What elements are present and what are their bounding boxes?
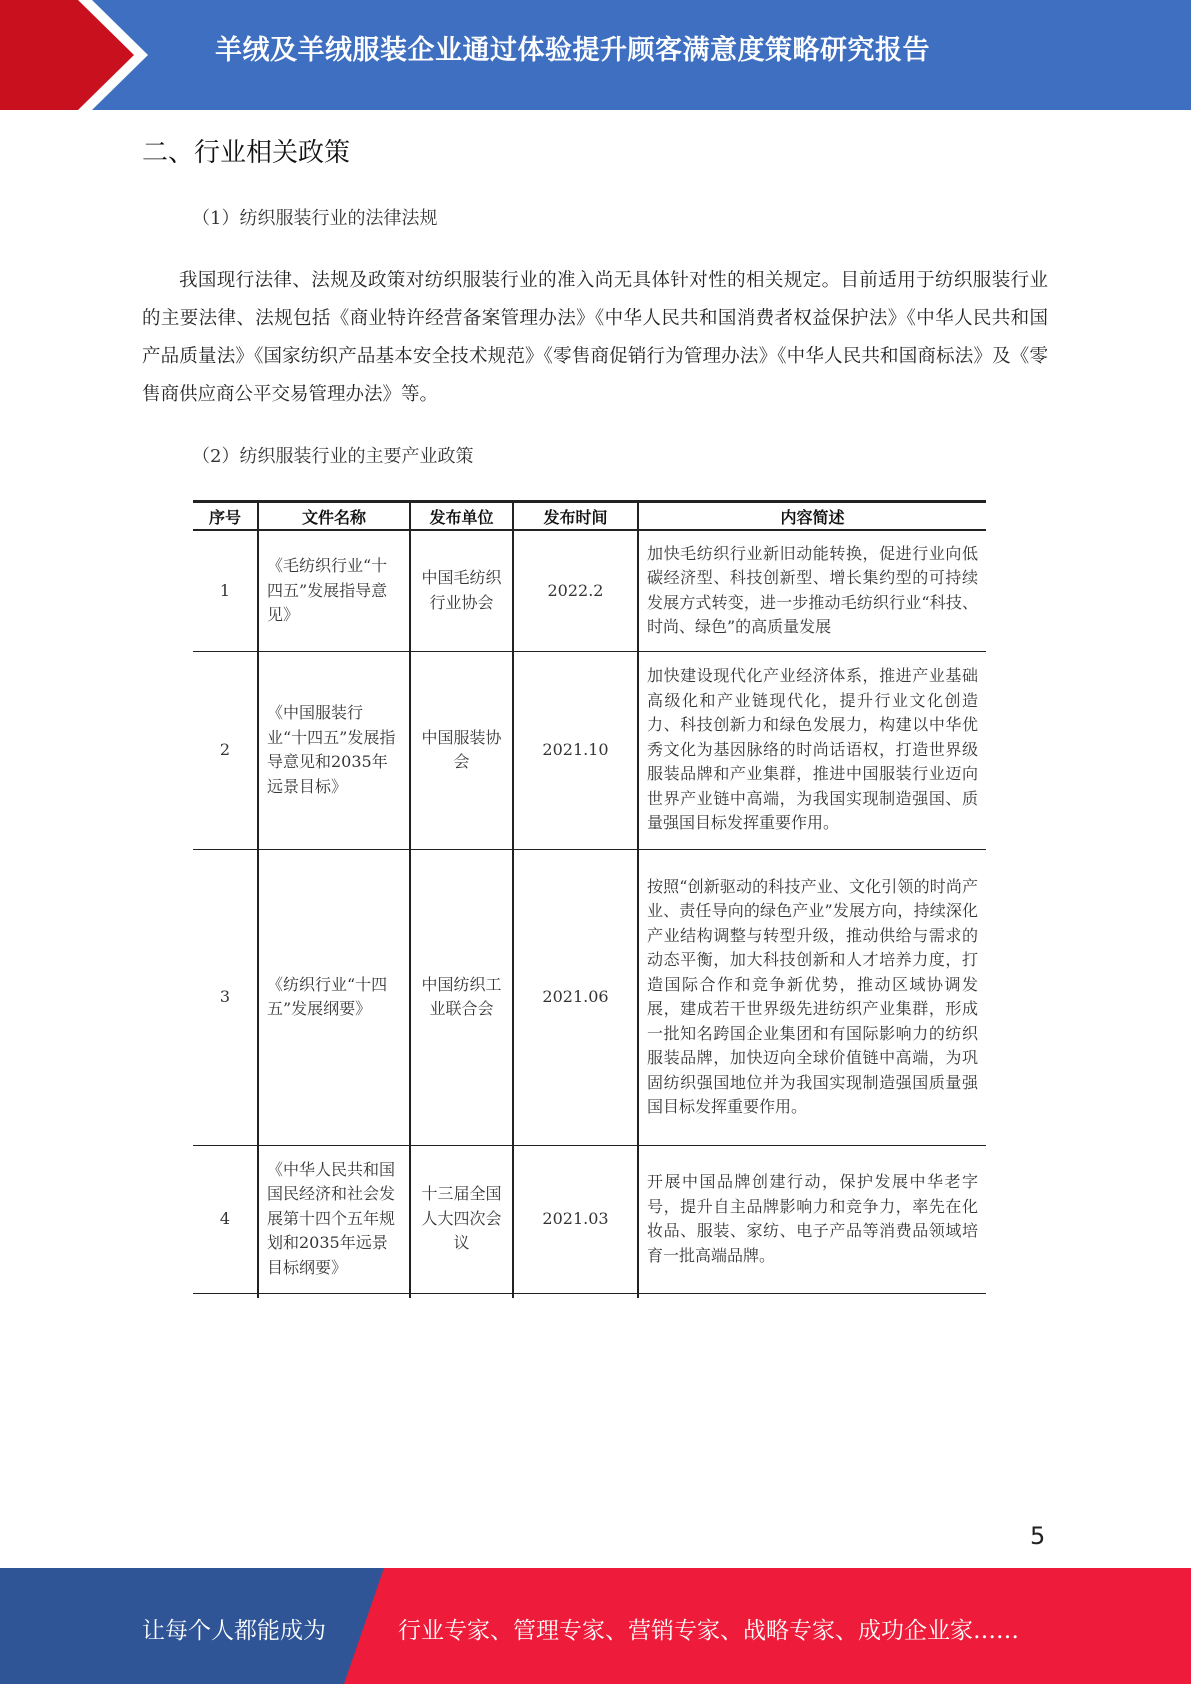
footer-banner <box>0 1568 1191 1684</box>
row-date: 2022.2 <box>513 530 638 651</box>
row-document-name: 《纺织行业“十四五”发展纲要》 <box>258 849 410 1145</box>
table-row <box>193 1145 986 1293</box>
laws-paragraph: 我国现行法律、法规及政策对纺织服装行业的准入尚无具体针对性的相关规定。目前适用于纺织服装行业的主要法律、法规包括《商业特许经营备案管理办法》《中华人民共和国消费者权益保护法》《中华人民共和国产品质量法》《国家纺织产品基本安全技术规范》《零售商促销行为管理办法》《中华人民共和国商标法》及《零售商供应商公平交易管理办法》等。 <box>142 270 1048 405</box>
column-header-no: 序号 <box>193 502 258 531</box>
column-header-issuer: 发布单位 <box>410 502 513 531</box>
row-date: 2021.10 <box>513 651 638 849</box>
row-document-name: 《中华人民共和国国民经济和社会发展第十四个五年规划和2035年远景目标纲要》 <box>258 1145 410 1293</box>
report-title: 羊绒及羊绒服装企业通过体验提升顾客满意度策略研究报告 <box>215 35 930 66</box>
row-number: 1 <box>193 530 258 651</box>
row-description: 开展中国品牌创建行动，保护发展中华老字号，提升自主品牌影响力和竞争力，率先在化妆品、服装、家纺、电子产品等消费品领域培育一批高端品牌。 <box>638 1145 986 1293</box>
section-title: 二、行业相关政策 <box>142 138 351 168</box>
table-row <box>193 651 986 849</box>
row-document-name: 《毛纺织行业“十四五”发展指导意见》 <box>258 530 410 651</box>
table-header-row <box>193 502 986 531</box>
policy-table <box>193 500 986 1298</box>
column-header-name: 文件名称 <box>258 502 410 531</box>
column-header-desc: 内容简述 <box>638 502 986 531</box>
header-banner <box>0 0 1191 110</box>
row-issuer: 中国纺织工业联合会 <box>410 849 513 1145</box>
page-number: 5 <box>1030 1522 1046 1550</box>
row-number: 2 <box>193 651 258 849</box>
row-issuer: 十三届全国人大四次会议 <box>410 1145 513 1293</box>
row-description: 按照“创新驱动的科技产业、文化引领的时尚产业、责任导向的绿色产业”发展方向，持续深化产业结构调整与转型升级，推动供给与需求的动态平衡，加大科技创新和人才培养力度，打造国际合作和竞争新优势，推动区域协调发展，建成若干世界级先进纺织产业集群，形成一批知名跨国企业集团和有国际影响力的纺织服装品牌，加快迈向全球价值链中高端，为巩固纺织强国地位并为我国实现制造强国质量强国目标发挥重要作用。 <box>638 849 986 1145</box>
row-date: 2021.03 <box>513 1145 638 1293</box>
footer-slogan-right: 行业专家、管理专家、营销专家、战略专家、成功企业家…… <box>398 1618 1019 1644</box>
table-row <box>193 530 986 651</box>
row-issuer: 中国毛纺织行业协会 <box>410 530 513 651</box>
row-description: 加快建设现代化产业经济体系，推进产业基础高级化和产业链现代化，提升行业文化创造力、科技创新力和绿色发展力，构建以中华优秀文化为基因脉络的时尚话语权，打造世界级服装品牌和产业集群，推进中国服装行业迈向世界产业链中高端，为我国实现制造强国、质量强国目标发挥重要作用。 <box>638 651 986 849</box>
column-header-date: 发布时间 <box>513 502 638 531</box>
row-issuer: 中国服装协会 <box>410 651 513 849</box>
row-number: 3 <box>193 849 258 1145</box>
row-document-name: 《中国服装行业“十四五”发展指导意见和2035年远景目标》 <box>258 651 410 849</box>
subsection-laws-heading: （1）纺织服装行业的法律法规 <box>192 208 438 229</box>
subsection-policies-heading: （2）纺织服装行业的主要产业政策 <box>192 446 474 467</box>
table-continuation-row <box>193 1293 986 1298</box>
table-row <box>193 849 986 1145</box>
footer-slogan-left: 让每个人都能成为 <box>142 1618 326 1644</box>
row-description: 加快毛纺织行业新旧动能转换，促进行业向低碳经济型、科技创新型、增长集约型的可持续发展方式转变，进一步推动毛纺织行业“科技、时尚、绿色”的高质量发展 <box>638 530 986 651</box>
row-date: 2021.06 <box>513 849 638 1145</box>
row-number: 4 <box>193 1145 258 1293</box>
